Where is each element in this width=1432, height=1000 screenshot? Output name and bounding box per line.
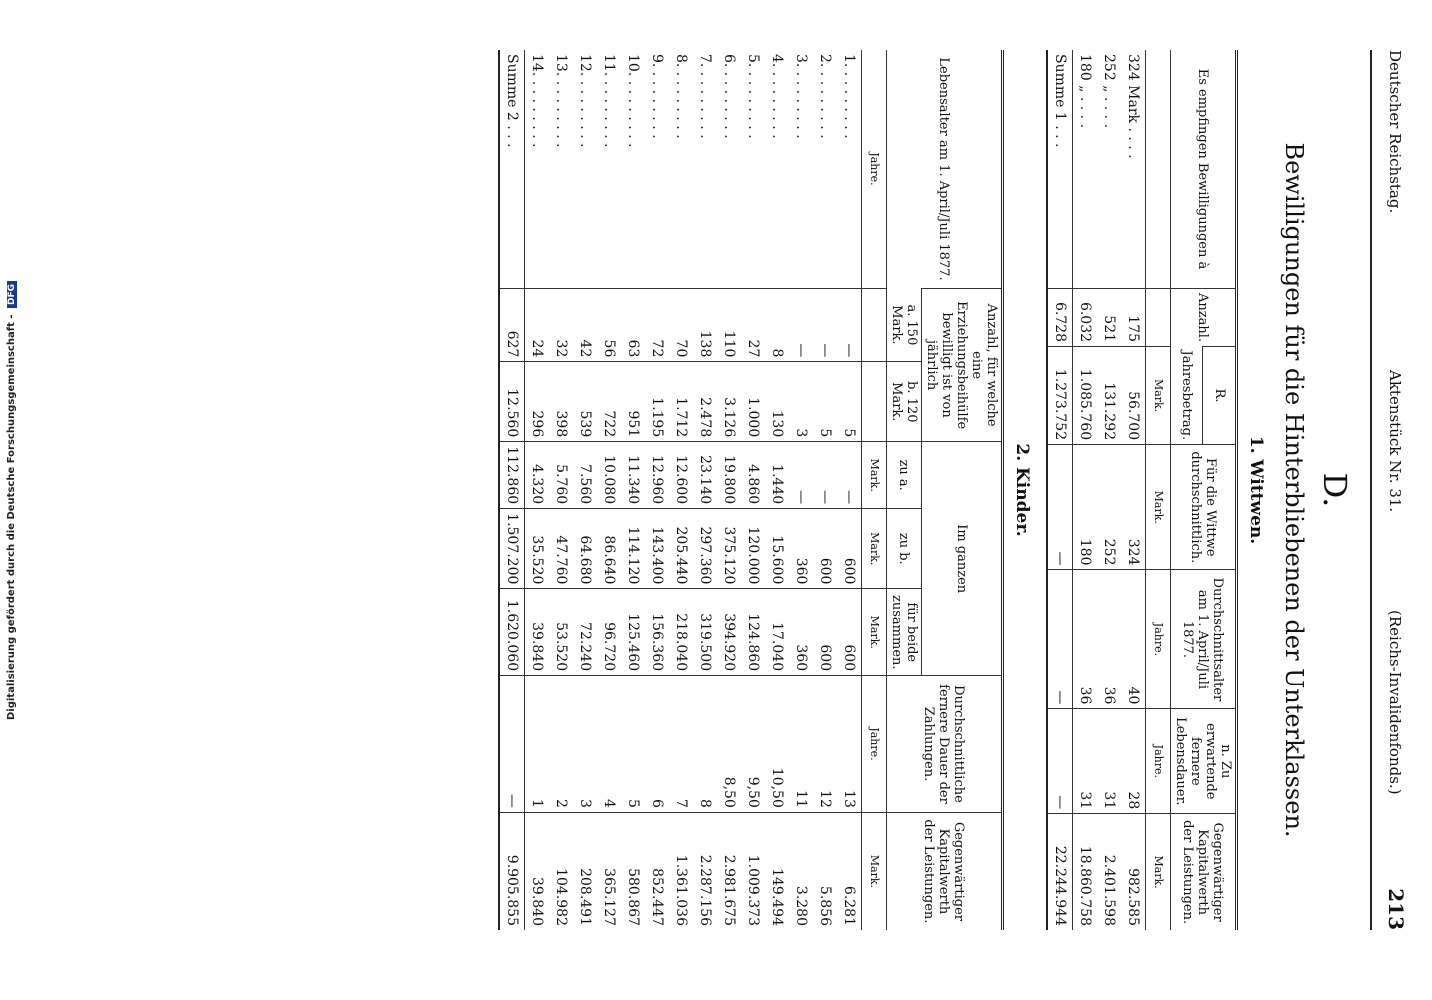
t1-header-col1: Es empfingen Bewilligungen à bbox=[1171, 50, 1237, 289]
table-cell: 180 bbox=[1073, 445, 1098, 570]
t1-unit-col6: Jahre. bbox=[1146, 709, 1171, 814]
table-cell: 12.600 bbox=[669, 442, 693, 509]
table-cell: 205.440 bbox=[669, 509, 693, 589]
table-cell: — bbox=[813, 289, 837, 362]
table-row bbox=[789, 50, 813, 930]
t2-header-col6: für beide zusammen. bbox=[887, 589, 922, 676]
table-row bbox=[741, 50, 765, 930]
t1-unit-col7: Mark. bbox=[1146, 814, 1171, 930]
sum-cell: 22.244.944 bbox=[1047, 814, 1073, 930]
table-cell: 4.860 bbox=[741, 442, 765, 509]
table-cell: 1.440 bbox=[765, 442, 789, 509]
table-cell: 11.340 bbox=[621, 442, 645, 509]
digitization-note-text: Digitalisierung gefördert durch die Deutsche Forschungsgemeinschaft - bbox=[5, 313, 17, 720]
table-cell: — bbox=[813, 442, 837, 509]
table-cell: 8 bbox=[693, 676, 717, 813]
table-cell: 324 Mark . . . . bbox=[1125, 54, 1141, 159]
subsection-title-widows: 1. Wittwen. bbox=[1246, 435, 1266, 545]
table-cell: 23.140 bbox=[693, 442, 717, 509]
t2-unit-col4: Mark. bbox=[862, 442, 887, 509]
table-row bbox=[813, 50, 837, 930]
table-cell: 252 bbox=[1097, 445, 1121, 570]
table-cell: 110 bbox=[717, 289, 741, 362]
table-cell: 600 bbox=[837, 589, 862, 676]
table-cell: 32 bbox=[549, 289, 573, 362]
table-cell: 27 bbox=[741, 289, 765, 362]
table-row bbox=[645, 50, 669, 930]
table-cell: 2.981.675 bbox=[717, 812, 741, 930]
table-cell: 175 bbox=[1121, 289, 1146, 347]
table-cell: 360 bbox=[789, 509, 813, 589]
t1-unit-col4: Mark. bbox=[1146, 445, 1171, 570]
table-cell: 131.292 bbox=[1097, 347, 1121, 445]
t1-body bbox=[1047, 50, 1146, 930]
table-cell: 5 bbox=[813, 362, 837, 442]
table-cell: 319.500 bbox=[693, 589, 717, 676]
t2-body bbox=[525, 50, 862, 930]
table-cell: 982.585 bbox=[1121, 814, 1146, 930]
table-cell: 4 bbox=[597, 676, 621, 813]
section-letter: D. bbox=[1316, 472, 1354, 508]
sum-cell: Summe 1 . . . bbox=[1047, 50, 1073, 289]
table-cell: 3 bbox=[789, 362, 813, 442]
table-cell: 5. . . . . . . . . bbox=[745, 54, 761, 139]
table-cell: 143.400 bbox=[645, 509, 669, 589]
table-cell: 6. . . . . . . . . bbox=[721, 54, 737, 139]
t2-unit-col2 bbox=[862, 289, 887, 362]
t2-header-group-total: Im ganzen bbox=[922, 442, 1003, 676]
table-cell: 1.712 bbox=[669, 362, 693, 442]
t1-header-col4: Für die Wittwe durchschnittlich. bbox=[1171, 445, 1237, 570]
table-cell: 7. . . . . . . . . bbox=[697, 54, 713, 139]
sum-row bbox=[1047, 50, 1073, 930]
t2-unit-col3 bbox=[862, 362, 887, 442]
t2-header-col1: Lebensalter am 1. April/Juli 1877. bbox=[887, 50, 1003, 289]
table-cell: 56.700 bbox=[1121, 347, 1146, 445]
table-cell: 13. . . . . . . . . bbox=[553, 54, 569, 148]
t2-header-col3: b. 120 Mark. bbox=[887, 362, 922, 442]
table-cell: 394.920 bbox=[717, 589, 741, 676]
table-cell: 3.280 bbox=[789, 812, 813, 930]
table-row bbox=[837, 50, 862, 930]
table-cell: 72.240 bbox=[573, 589, 597, 676]
table-cell: 3.126 bbox=[717, 362, 741, 442]
sum-cell: Summe 2 . . . bbox=[499, 50, 525, 289]
t1-unit-col1 bbox=[1146, 50, 1171, 289]
table-cell: 539 bbox=[573, 362, 597, 442]
table-cell: 31 bbox=[1097, 709, 1121, 814]
table-cell: 600 bbox=[837, 509, 862, 589]
table-cell: 36 bbox=[1073, 570, 1098, 709]
t2-header-col8: Gegenwärtiger Kapitalwerth der Leistungen. bbox=[887, 812, 1003, 930]
table-cell: 18.860.758 bbox=[1073, 814, 1098, 930]
t1-header-col5: Durchschnittsalter am 1. April/Juli 1877. bbox=[1171, 570, 1237, 709]
table-cell: 324 bbox=[1121, 445, 1146, 570]
table-cell: 11. . . . . . . . . bbox=[601, 54, 617, 148]
header-left: Deutscher Reichstag. bbox=[1386, 50, 1404, 214]
table-cell: 521 bbox=[1097, 289, 1121, 347]
sum-cell: 627 bbox=[499, 289, 525, 362]
table-row bbox=[693, 50, 717, 930]
t2-unit-col8: Mark. bbox=[862, 812, 887, 930]
t1-unit-col2 bbox=[1146, 289, 1171, 347]
table-cell: 180 „ . . . . bbox=[1077, 54, 1093, 129]
table-cell: — bbox=[837, 289, 862, 362]
table-cell: 19.800 bbox=[717, 442, 741, 509]
table-cell: 398 bbox=[549, 362, 573, 442]
table-cell: 53.520 bbox=[549, 589, 573, 676]
table-cell: 7.560 bbox=[573, 442, 597, 509]
t2-header-col4: zu a. bbox=[887, 442, 922, 509]
table-cell: 360 bbox=[789, 589, 813, 676]
table-cell: — bbox=[789, 289, 813, 362]
sum-cell: 6.728 bbox=[1047, 289, 1073, 347]
table-cell: 8 bbox=[765, 289, 789, 362]
t1-header-col2: Anzahl. bbox=[1171, 289, 1237, 347]
table-cell: 5.856 bbox=[813, 812, 837, 930]
sum-cell: 112.860 bbox=[499, 442, 525, 509]
table-cell: 125.460 bbox=[621, 589, 645, 676]
table-cell: 365.127 bbox=[597, 812, 621, 930]
table-cell: 9,50 bbox=[741, 676, 765, 813]
table-cell: 2.478 bbox=[693, 362, 717, 442]
t1-unit-col3: Mark. bbox=[1146, 347, 1171, 445]
table-cell: 6.032 bbox=[1073, 289, 1098, 347]
sum-cell: 9.905.855 bbox=[499, 812, 525, 930]
table-cell: 156.360 bbox=[645, 589, 669, 676]
t1-header-col6: n. Zu erwartende fernere Lebensdauer. bbox=[1171, 709, 1237, 814]
table-cell: 4. . . . . . . . . bbox=[769, 54, 785, 139]
table-cell: 15.600 bbox=[765, 509, 789, 589]
table-cell: 1.361.036 bbox=[669, 812, 693, 930]
sum-cell: — bbox=[499, 676, 525, 813]
t1-header-col7: Gegenwärtiger Kapitalwerth der Leistungen. bbox=[1171, 814, 1237, 930]
table-cell: 375.120 bbox=[717, 509, 741, 589]
table-cell: — bbox=[789, 442, 813, 509]
table-cell: 297.360 bbox=[693, 509, 717, 589]
table-cell: 852.447 bbox=[645, 812, 669, 930]
table-cell: 951 bbox=[621, 362, 645, 442]
table-cell: 138 bbox=[693, 289, 717, 362]
sum-cell: 12.560 bbox=[499, 362, 525, 442]
table-cell: 722 bbox=[597, 362, 621, 442]
table-cell: 600 bbox=[813, 589, 837, 676]
table-row bbox=[717, 50, 741, 930]
table-cell: 600 bbox=[813, 509, 837, 589]
table-cell: 296 bbox=[525, 362, 550, 442]
table-cell: — bbox=[837, 442, 862, 509]
sum-cell: — bbox=[1047, 445, 1073, 570]
sum-cell: 1.273.752 bbox=[1047, 347, 1073, 445]
table-cell: 56 bbox=[597, 289, 621, 362]
table-cell: 63 bbox=[621, 289, 645, 362]
table-cell: 35.520 bbox=[525, 509, 550, 589]
t1-header-col3: Jahresbetrag. bbox=[1171, 347, 1203, 445]
table-cell: 580.867 bbox=[621, 812, 645, 930]
t2-header-col2: a. 150 Mark. bbox=[887, 289, 922, 362]
table-cell: 3. . . . . . . . . bbox=[793, 54, 809, 139]
table-row bbox=[597, 50, 621, 930]
table-cell: 1. . . . . . . . . bbox=[841, 54, 857, 139]
table-cell: 6 bbox=[645, 676, 669, 813]
table-row bbox=[765, 50, 789, 930]
table-cell: 130 bbox=[765, 362, 789, 442]
t2-unit-col5: Mark. bbox=[862, 509, 887, 589]
table-cell: 7 bbox=[669, 676, 693, 813]
table-cell: 13 bbox=[837, 676, 862, 813]
header-right: (Reichs-Invalidenfonds.) bbox=[1386, 610, 1404, 795]
table-cell: 6.281 bbox=[837, 812, 862, 930]
t2-unit-col7: Jahre. bbox=[862, 676, 887, 813]
table-cell: 114.120 bbox=[621, 509, 645, 589]
digitization-note bbox=[2, 0, 20, 1000]
table-cell: 8. . . . . . . . . bbox=[673, 54, 689, 139]
table-cell: 1 bbox=[525, 676, 550, 813]
table-cell: 218.040 bbox=[669, 589, 693, 676]
table-cell: 24 bbox=[525, 289, 550, 362]
table-row bbox=[573, 50, 597, 930]
t2-header-col7: Durchschnittliche fernere Dauer der Zahlungen. bbox=[887, 676, 1003, 813]
header-middle: Aktenstück Nr. 31. bbox=[1386, 370, 1404, 513]
table-cell: 5.760 bbox=[549, 442, 573, 509]
t2-header-group-count: Anzahl, für welche eine Erziehungsbeihülfe bewilligt ist von jährlich bbox=[922, 289, 1003, 442]
children-table bbox=[498, 50, 1004, 930]
table-cell: 42 bbox=[573, 289, 597, 362]
table-cell: 64.680 bbox=[573, 509, 597, 589]
table-cell: 1.009.373 bbox=[741, 812, 765, 930]
table-cell: 12.960 bbox=[645, 442, 669, 509]
t2-unit-col6: Mark. bbox=[862, 589, 887, 676]
table-cell: 11 bbox=[789, 676, 813, 813]
document-page bbox=[192, 50, 1432, 930]
table-cell: 124.860 bbox=[741, 589, 765, 676]
section-title: Bewilligungen für die Hinterbliebenen der Unterklassen. bbox=[1280, 142, 1308, 838]
t1-header-group-r: R. bbox=[1203, 347, 1237, 445]
table-row bbox=[1073, 50, 1098, 930]
table-cell: 96.720 bbox=[597, 589, 621, 676]
table-cell: 36 bbox=[1097, 570, 1121, 709]
table-cell: 12. . . . . . . . . bbox=[577, 54, 593, 148]
table-cell: 1.000 bbox=[741, 362, 765, 442]
table-row bbox=[1097, 50, 1121, 930]
table-cell: 208.491 bbox=[573, 812, 597, 930]
table-row bbox=[1121, 50, 1146, 930]
table-cell: 72 bbox=[645, 289, 669, 362]
table-cell: 2.401.598 bbox=[1097, 814, 1121, 930]
table-cell: 8,50 bbox=[717, 676, 741, 813]
table-cell: 12 bbox=[813, 676, 837, 813]
table-cell: 252 „ . . . . bbox=[1101, 54, 1117, 129]
dfg-logo: DFG bbox=[7, 280, 17, 307]
table-row bbox=[549, 50, 573, 930]
table-cell: 10. . . . . . . . . bbox=[625, 54, 641, 148]
table-row bbox=[621, 50, 645, 930]
table-cell: 2 bbox=[549, 676, 573, 813]
table-cell: 1.085.760 bbox=[1073, 347, 1098, 445]
table-cell: 2. . . . . . . . . bbox=[817, 54, 833, 139]
t2-header-col5: zu b. bbox=[887, 509, 922, 589]
table-cell: 2.287.156 bbox=[693, 812, 717, 930]
table-cell: 120.000 bbox=[741, 509, 765, 589]
table-cell: 28 bbox=[1121, 709, 1146, 814]
table-cell: 9. . . . . . . . . bbox=[649, 54, 665, 139]
table-row bbox=[525, 50, 550, 930]
sum-cell: — bbox=[1047, 709, 1073, 814]
table-cell: 1.195 bbox=[645, 362, 669, 442]
table-cell: 104.982 bbox=[549, 812, 573, 930]
table-cell: 4.320 bbox=[525, 442, 550, 509]
sum-cell: 1.620.060 bbox=[499, 589, 525, 676]
t2-unit-col1: Jahre. bbox=[862, 50, 887, 289]
table-cell: 5 bbox=[837, 362, 862, 442]
subsection-title-children: 2. Kinder. bbox=[1012, 443, 1032, 537]
table-cell: 3 bbox=[573, 676, 597, 813]
table-cell: 70 bbox=[669, 289, 693, 362]
table-row bbox=[669, 50, 693, 930]
table-cell: 39.840 bbox=[525, 812, 550, 930]
table-cell: 86.640 bbox=[597, 509, 621, 589]
table-cell: 39.840 bbox=[525, 589, 550, 676]
sum-cell: — bbox=[1047, 570, 1073, 709]
table-cell: 14. . . . . . . . . bbox=[529, 54, 545, 148]
sum-cell: 1.507.200 bbox=[499, 509, 525, 589]
table-cell: 31 bbox=[1073, 709, 1098, 814]
table-cell: 10,50 bbox=[765, 676, 789, 813]
table-cell: 40 bbox=[1121, 570, 1146, 709]
page-number: 213 bbox=[1384, 888, 1408, 930]
running-header bbox=[1370, 50, 1432, 930]
widows-table bbox=[1046, 50, 1238, 930]
table-cell: 17.040 bbox=[765, 589, 789, 676]
t1-unit-col5: Jahre. bbox=[1146, 570, 1171, 709]
table-cell: 10.080 bbox=[597, 442, 621, 509]
table-cell: 149.494 bbox=[765, 812, 789, 930]
table-cell: 47.760 bbox=[549, 509, 573, 589]
table-cell: 5 bbox=[621, 676, 645, 813]
sum-row bbox=[499, 50, 525, 930]
